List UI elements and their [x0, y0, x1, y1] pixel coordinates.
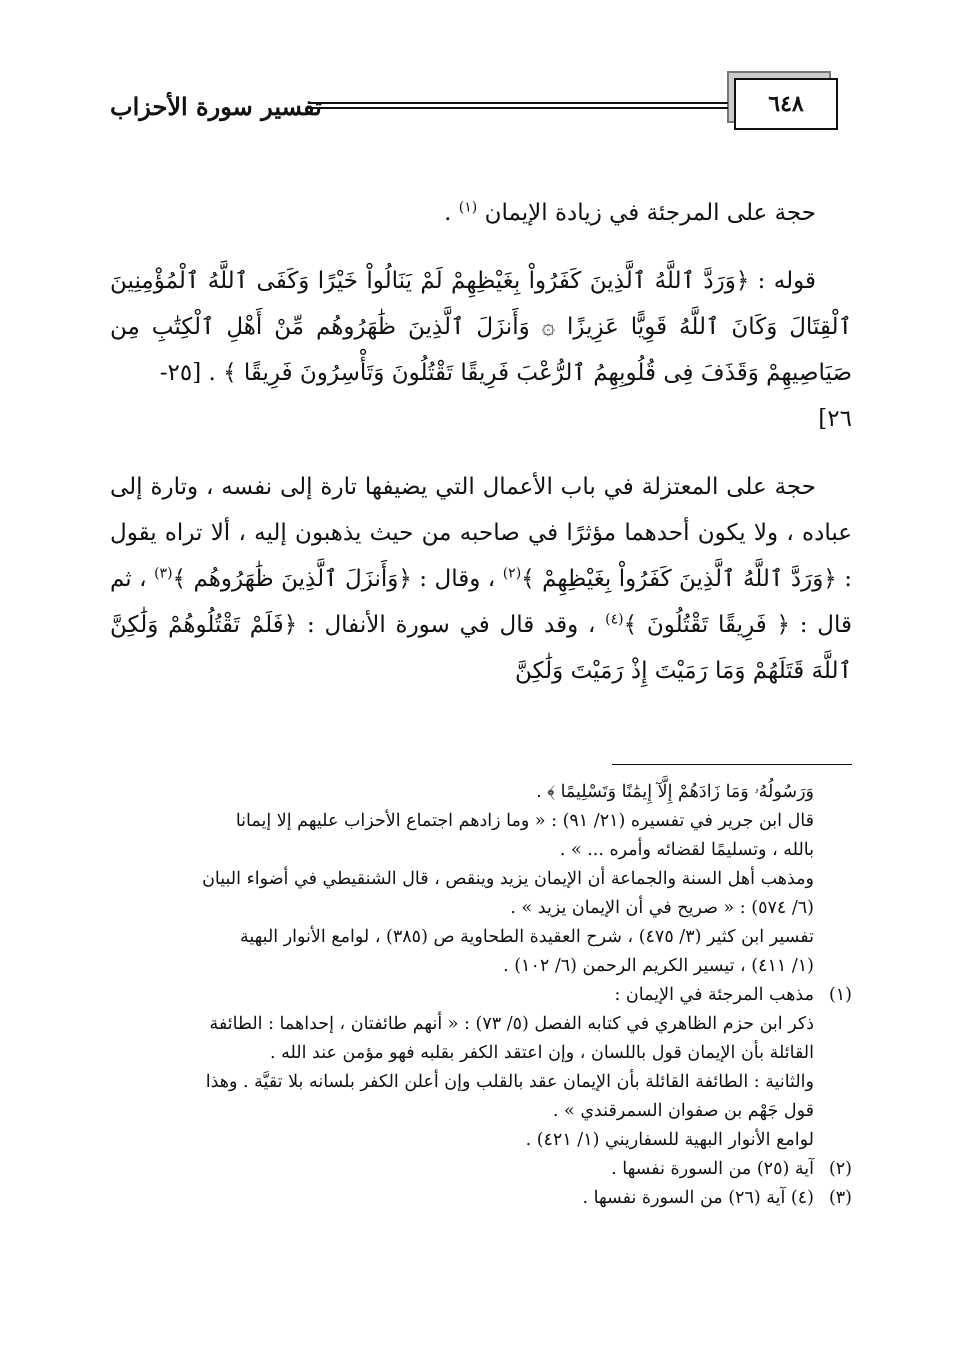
text-line: تراه يقول : ﴿وَرَدَّ ٱللَّهُ ٱلَّذِينَ كَفَرُواْ بِغَيْظِهِمْ ﴾	[110, 520, 852, 592]
text-line: ، وقد قال في سورة	[395, 612, 606, 638]
footnote-ref-3[interactable]: (٣)	[154, 565, 173, 582]
text-line: ، ثم قال : ﴿ فَرِيقًا تَقْتُلُونَ ﴾	[110, 566, 853, 638]
text-line: ، وقال : ﴿وَأَنزَلَ ٱلَّذِينَ	[281, 566, 503, 592]
verse-ref: ٢٦]	[818, 406, 852, 432]
footnote-line: بالله ، وتسليمًا لقضائه وأمره ... » .	[559, 840, 814, 860]
paragraph-end: .	[444, 200, 452, 226]
footnote-separator	[612, 764, 852, 765]
footnote-ref-1[interactable]: (١)	[458, 199, 478, 216]
header-rule	[308, 102, 728, 109]
footnote-ref-2[interactable]: (٢)	[502, 565, 522, 582]
page-number: ٦٤٨	[734, 78, 838, 130]
paragraph-mutazila	[110, 464, 852, 694]
footnote-ref-4[interactable]: (٤)	[605, 611, 624, 628]
text-line: ظَٰهَرُوهُم ﴾	[172, 566, 274, 592]
footnote-line: قال ابن جرير في تفسيره (٢١/ ٩١) : « وما زادهم اجتماع الأحزاب عليهم إلا إيمانا	[235, 811, 814, 831]
footnote-2	[110, 1155, 852, 1184]
footnote-number: (١)	[828, 985, 852, 1005]
footnote-line: (٦/ ٥٧٤) : « صريح في أن الإيمان يزيد » .	[510, 898, 814, 918]
verse-line: قوله : ﴿وَرَدَّ ٱللَّهُ ٱلَّذِينَ كَفَرُواْ بِغَيْظِهِمْ لَمْ يَنَالُواْ خَيْرًا وَكَفَى ٱللَّهُ ٱلْمُؤْمِنِينَ	[110, 268, 816, 294]
footnote-line: تفسير ابن كثير (٣/ ٤٧٥) ، شرح العقيدة الطحاوية ص (٣٨٥) ، لوامع الأنوار البهية	[239, 927, 814, 947]
quran-verse-block	[110, 258, 852, 442]
footnote-line: ومذهب أهل السنة والجماعة أن الإيمان يزيد وينقص ، قال الشنقيطي في أضواء البيان	[202, 869, 814, 889]
footnote-number: (٣)	[828, 1188, 852, 1208]
main-text	[110, 190, 852, 694]
footnote-text: آية (٢٥) من السورة نفسها .	[611, 1159, 814, 1179]
footnote-line: ذكر ابن حزم الظاهري في كتابه الفصل (٥/ ٧٣) : « أنهم طائفتان ، إحداهما : الطائفة	[209, 1014, 814, 1034]
verse-line: ٱلْقِتَالَ وَكَانَ ٱللَّهُ قَوِيًّا عَزِيزًا ۞ وَأَنزَلَ ٱلَّذِينَ ظَٰهَرُوهُم مِّنْ أَهْلِ ٱلْكِتَٰبِ مِن	[110, 314, 852, 340]
footnote-3	[110, 1184, 852, 1213]
footnote-1	[110, 981, 852, 1010]
footnote-title: مذهب المرجئة في الإيمان :	[614, 985, 814, 1005]
running-title: تفسير سورة الأحزاب	[110, 92, 322, 121]
footnote-line: والثانية : الطائفة القائلة بأن الإيمان عقد بالقلب وإن أعلن الكفر بلسانه بلا تقيَّة . وهذا	[205, 1072, 814, 1092]
footnote-number: (٢)	[828, 1159, 852, 1179]
paragraph-text: حجة على المرجئة في زيادة الإيمان	[484, 200, 816, 226]
text-line: الأنفال : ﴿فَلَمْ تَقْتُلُوهُمْ وَلَٰكِنَّ ٱللَّهَ قَتَلَهُمْ وَمَا رَمَيْتَ إِذْ رَمَيْتَ وَلَٰكِنَّ	[110, 612, 852, 684]
text-line: إلى عباده ، ولا يكون أحدهما مؤثرًا في صاحبه من حيث يذهبون إليه ، ألا	[110, 474, 852, 546]
footnote-line: قول جَهْم بن صفوان السمرقندي » .	[552, 1101, 814, 1121]
text-line: حجة على المعتزلة في باب الأعمال التي يضيفها تارة إلى نفسه ، وتارة	[150, 474, 816, 500]
footnote-line: لوامع الأنوار البهية للسفاريني (١/ ٤٢١) .	[525, 1130, 814, 1150]
page-header	[110, 72, 838, 142]
footnote-text: (٤) آية (٢٦) من السورة نفسها .	[582, 1188, 814, 1208]
footnote-line: (١/ ٤١١) ، تيسير الكريم الرحمن (٦/ ١٠٢) .	[503, 956, 814, 976]
paragraph-murjia	[110, 190, 852, 236]
footnotes	[110, 778, 852, 1213]
footnote-line: القائلة بأن الإيمان قول باللسان ، وإن اعتقد الكفر بقلبه فهو مؤمن عند الله .	[269, 1043, 814, 1063]
footnote-line: وَرَسُولُهُۥ وَمَا زَادَهُمْ إِلَّآ إِيمَٰنًا وَتَسْلِيمًا ﴾ .	[536, 782, 814, 802]
verse-line: صَيَاصِيهِمْ وَقَذَفَ فِى قُلُوبِهِمُ ٱلرُّعْبَ فَرِيقًا تَقْتُلُونَ وَتَأْسِرُونَ فَرِيقًا ﴾ . [٢٥-	[159, 360, 852, 386]
